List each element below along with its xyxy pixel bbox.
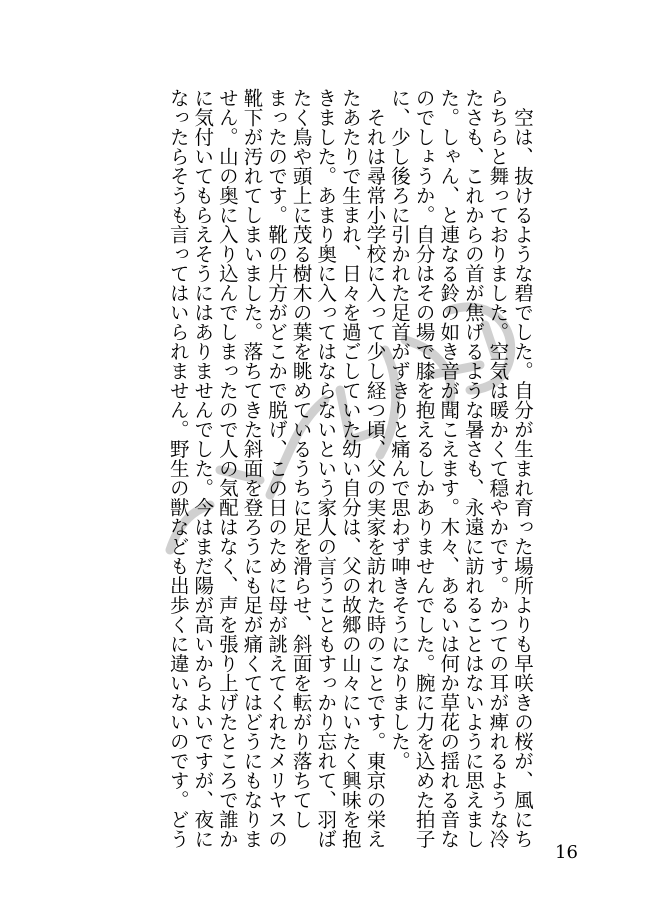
- vertical-text-body: [122, 88, 534, 863]
- page-number: 16: [555, 842, 578, 863]
- text-line: たく鳥や頭上に茂る樹木の葉を眺めているうちに足を滑らせ、斜面を転がり落ちてし: [289, 88, 313, 829]
- text-line: た。しゃん、と連なる鈴の如き音が聞こえます。木々、あるいは何か草花の揺れる音な: [437, 88, 461, 849]
- text-line: らちらと舞っておりました。空気は暖かくて穏やかです。かつての耳が痺れるような冷: [486, 88, 510, 849]
- text-line: まったのです。靴の片方がどこかで脱げ、この日のために母が誂えてくれたメリヤスの: [265, 88, 289, 849]
- text-line: せん。山の奥に入り込んでしまったので人の気配はなく、声を張り上げたところで誰か: [215, 88, 239, 849]
- text-line: たさも、これからの首が焦げるような暑さも、永遠に訪れることはないように思えまし: [461, 88, 485, 849]
- text-line: のでしょうか。自分はその場で膝を抱えるしかありませんでした。腕に力を込めた拍子: [412, 88, 436, 849]
- text-line: なったらそうも言ってはいられません。野生の獣なども出歩くに違いないのです。どう: [166, 88, 190, 849]
- text-line: に、少し後ろに引かれた足首がずきりと痛んで思わず呻きそうになりました。: [388, 88, 412, 771]
- text-line: に気付いてもらえそうにはありませんでした。今はまだ陽が高いからよいですが、夜に: [191, 88, 215, 849]
- text-line: 靴下が汚れてしまいました。落ちてきた斜面を登ろうにも足が痛くてはどうにもなりま: [240, 88, 264, 849]
- text-line: 空は、抜けるような碧でした。自分が生まれ育った場所よりも早咲きの桜が、風にち: [511, 88, 534, 849]
- text-line: それは尋常小学校に入って少し経つ頃、父の実家を訪れた時のことです。東京の栄え: [363, 88, 387, 849]
- text-line: きました。あまり奥に入ってはならないという家人の言うこともすっかり忘れて、羽ば: [314, 88, 338, 849]
- text-line: たあたりで生まれ、日々を過ごしていた幼い自分は、父の故郷の山々にいたく興味を抱: [338, 88, 362, 849]
